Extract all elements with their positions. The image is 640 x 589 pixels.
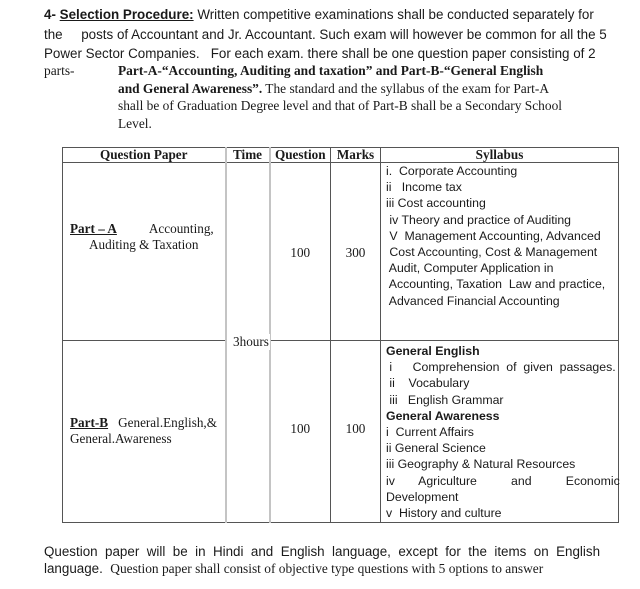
header-question: Question: [270, 148, 331, 163]
syllabus-item: Audit, Computer Application in: [386, 261, 554, 276]
part-a-paper-cell: Part – A Accounting, Auditing & Taxation: [63, 163, 226, 341]
syllabus-item: ii General Science: [386, 441, 486, 456]
intro-line-2: the posts of Accountant and Jr. Accountant. Such exam will however be common for all the 5: [44, 26, 607, 42]
footer-paragraph: [44, 543, 601, 577]
footer-line-1: Question paper will be in Hindi and English language, except for the items on English: [44, 544, 601, 559]
parts-bold-lead: Part-A-“Accounting, Auditing and taxation” and Part-B-“General English: [118, 63, 544, 78]
table-row-part-a: [63, 163, 619, 341]
header-question-paper: Question Paper: [63, 148, 226, 163]
syllabus-item: ii Vocabulary: [386, 376, 470, 391]
intro-line-4: parts-: [44, 62, 75, 78]
part-a-label: Part – A: [70, 221, 117, 236]
section-number: 4-: [44, 7, 56, 22]
syllabus-item: i Current Affairs: [386, 425, 474, 440]
syllabus-heading-general-english: General English: [386, 344, 480, 358]
part-b-label: Part-B: [70, 415, 109, 430]
part-b-questions: 100: [270, 341, 331, 523]
header-time: Time: [226, 148, 270, 163]
syllabus-item: iii English Grammar: [386, 392, 504, 407]
syllabus-item: iv Theory and practice of Auditing: [386, 212, 572, 227]
intro-line-3: Power Sector Companies. For each exam. there shall be one question paper consisting of 2: [44, 46, 596, 61]
syllabus-item: iv Agriculture and Economic: [386, 473, 620, 488]
footer-line-2: language. Question paper shall consist of objective type questions with 5 options to answer: [44, 561, 544, 576]
syllabus-item: v History and culture: [386, 506, 502, 521]
part-a-questions: 100: [270, 163, 331, 341]
syllabus-item: V Management Accounting, Advanced: [386, 228, 601, 243]
part-b-paper-cell: Part-B General.English,& General.Awareness: [63, 341, 226, 523]
syllabus-item: Advanced Financial Accounting: [386, 293, 560, 308]
syllabus-item: Cost Accounting, Cost & Management: [386, 245, 598, 260]
part-b-syllabus: [381, 341, 619, 523]
syllabus-item: iii Geography & Natural Resources: [386, 457, 576, 472]
table-header-row: [63, 148, 619, 163]
shared-time-value: 3hours: [233, 334, 269, 349]
parts-paragraph: Part-A-“Accounting, Auditing and taxation” and Part-B-“General English and General Awareness”. The standard and the syllabus of the exam for Part-A shall be of Graduation Degree level and that of Part-B shall be a Secondary School Level.: [118, 63, 562, 131]
part-a-time-cell: [226, 163, 270, 341]
part-b-time-cell: [226, 341, 270, 523]
section-heading: Selection Procedure:: [59, 7, 194, 22]
syllabus-item: i. Corporate Accounting: [386, 164, 518, 178]
syllabus-item: i Comprehension of given passages.: [386, 360, 616, 375]
table-row-part-b: [63, 341, 619, 523]
part-b-marks: 100: [331, 341, 381, 523]
part-a-syllabus: [381, 163, 619, 341]
syllabus-item: iii Cost accounting: [386, 196, 486, 211]
part-a-marks: 300: [331, 163, 381, 341]
syllabus-item: ii Income tax: [386, 180, 462, 195]
header-syllabus: Syllabus: [381, 148, 619, 163]
syllabus-item: Development: [386, 489, 459, 504]
syllabus-heading-general-awareness: General Awareness: [386, 408, 500, 423]
intro-line-1: 4- Selection Procedure: Written competitive examinations shall be conducted separately for: [44, 7, 594, 22]
header-marks: Marks: [331, 148, 381, 163]
exam-syllabus-table: [62, 147, 619, 523]
syllabus-item: Accounting, Taxation Law and practice,: [386, 277, 606, 292]
